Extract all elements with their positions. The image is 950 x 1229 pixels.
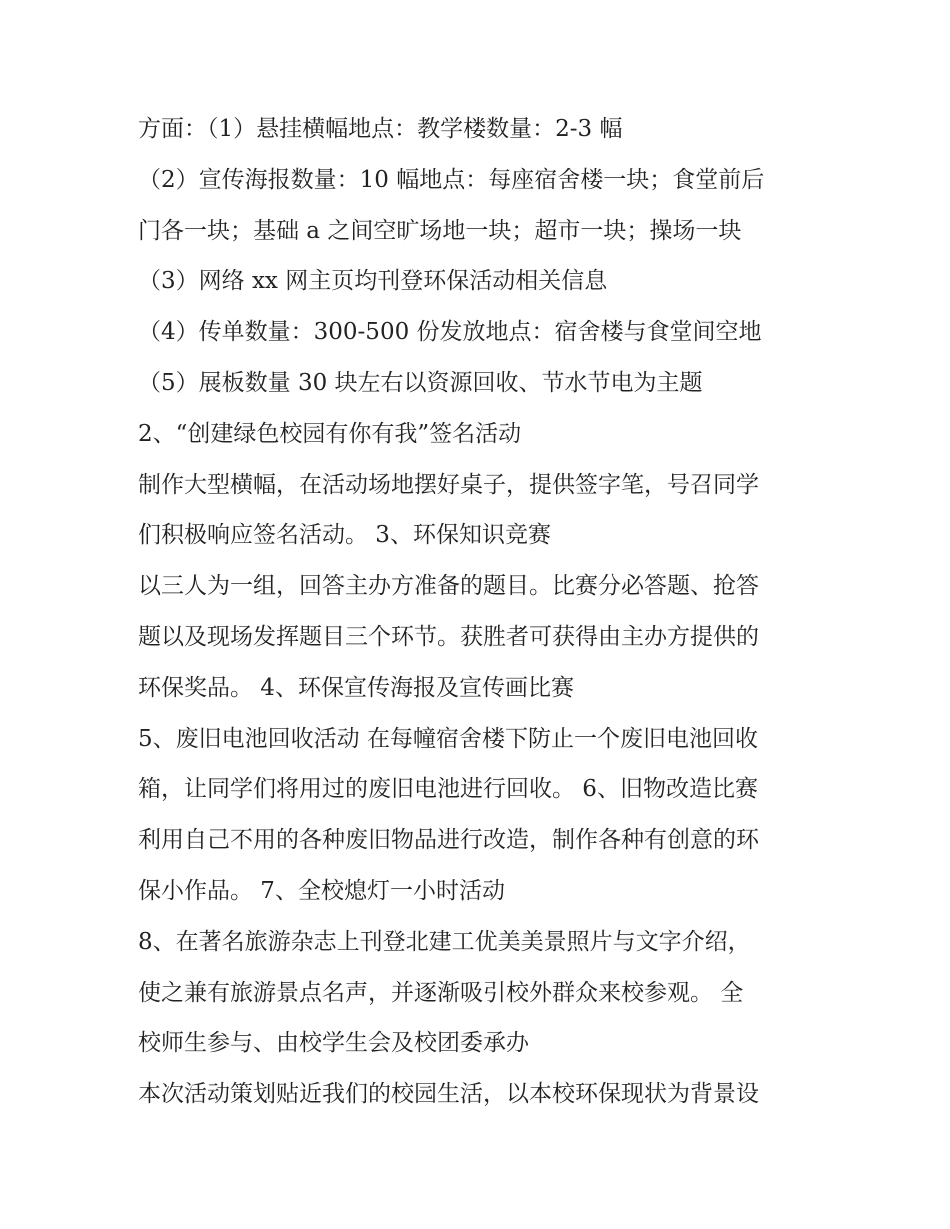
text-line: 环保奖品。 4、环保宣传海报及宣传画比赛 — [138, 674, 574, 701]
text-line: 门各一块；基础 a 之间空旷场地一块；超市一块；操场一块 — [138, 217, 742, 244]
text-line: 们积极响应签名活动。 3、环保知识竞赛 — [138, 522, 551, 549]
text-line: 使之兼有旅游景点名声，并逐渐吸引校外群众来校参观。 全 — [138, 979, 744, 1006]
text-line: 2、“创建绿色校园有你有我”签名活动 — [138, 420, 522, 447]
text-line: （5）展板数量 30 块左右以资源回收、节水节电为主题 — [138, 369, 703, 396]
text-line: 箱，让同学们将用过的废旧电池进行回收。 6、旧物改造比赛 — [138, 776, 758, 803]
text-line: （2）宣传海报数量：10 幅地点：每座宿舍楼一块；食堂前后 — [138, 166, 765, 193]
document-body — [138, 104, 818, 1120]
text-line: （3）网络 xx 网主页均刊登环保活动相关信息 — [138, 268, 608, 295]
text-line: 本次活动策划贴近我们的校园生活，以本校环保现状为背景设 — [138, 1081, 759, 1108]
text-line: 利用自己不用的各种废旧物品进行改造，制作各种有创意的环 — [138, 827, 759, 854]
text-line: 8、在著名旅游杂志上刊登北建工优美美景照片与文字介绍， — [138, 928, 751, 955]
text-line: 5、废旧电池回收活动 在每幢宿舍楼下防止一个废旧电池回收 — [138, 725, 758, 752]
text-line: 校师生参与、由校学生会及校团委承办 — [138, 1030, 529, 1057]
text-line: 以三人为一组，回答主办方准备的题目。比赛分必答题、抢答 — [138, 573, 759, 600]
text-line: 题以及现场发挥题目三个环节。获胜者可获得由主办方提供的 — [138, 623, 759, 650]
text-line: 制作大型横幅，在活动场地摆好桌子，提供签字笔，号召同学 — [138, 471, 759, 498]
text-line: 方面：（1）悬挂横幅地点：教学楼数量：2-3 幅 — [138, 116, 623, 142]
text-line: 保小作品。 7、全校熄灯一小时活动 — [138, 877, 505, 904]
text-line: （4）传单数量：300-500 份发放地点：宿舍楼与食堂间空地 — [138, 319, 762, 346]
